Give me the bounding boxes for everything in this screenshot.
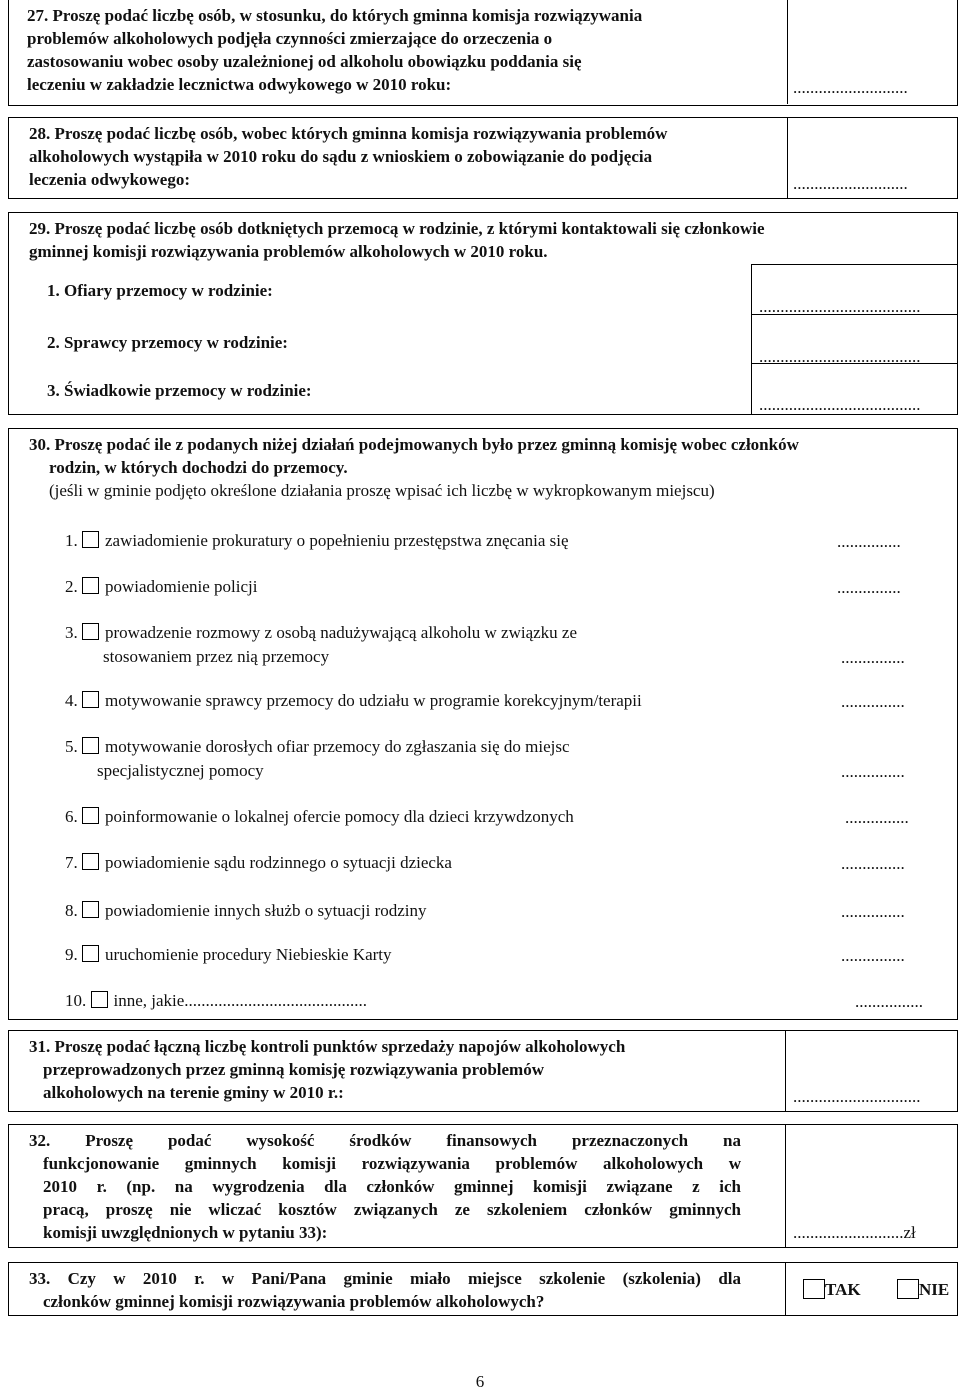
question-32-text: 32. Proszę podać wysokość środków finansowych przeznaczonych na funkcjonowanie gminnych komisji rozwiązywania problemów alkoholowych w 2010 r. (np. na wygrodzenia dla członków gminnej komisji związane z ich pracą, proszę nie wliczać kosztów związanych ze szkoleniem członków gminnych komisji uwzględnionych w pytaniu 33):	[29, 1131, 741, 1242]
question-29-item-1-answer[interactable]: ......................................	[759, 297, 921, 316]
q30-option-7-checkbox[interactable]	[82, 853, 99, 870]
q30-option-5: 5. motywowanie dorosłych ofiar przemocy do zgłaszania się do miejsc	[65, 737, 570, 756]
page-number: 6	[475, 1372, 485, 1391]
q30-option-9-checkbox[interactable]	[82, 945, 99, 962]
q30-option-9: 9. uruchomienie procedury Niebieskie Karty	[65, 945, 392, 964]
question-27-row	[8, 0, 958, 106]
q30-option-5-answer[interactable]: ...............	[841, 762, 905, 781]
q30-option-6-answer[interactable]: ...............	[845, 808, 909, 827]
question-30-text: 30. Proszę podać ile z podanych niżej działań podejmowanych było przez gminną komisję wobec członków rodzin, w których dochodzi do przemocy. (jeśli w gminie podjęto określone działania proszę wpisać ich liczbę w wykropkowanym miejscu)	[29, 435, 799, 500]
question-30-row	[8, 428, 958, 1020]
q30-option-2: 2. powiadomienie policji	[65, 577, 258, 596]
q30-option-3-line-2: stosowaniem przez nią przemocy	[103, 647, 330, 666]
question-29-row	[8, 212, 958, 415]
question-27-answer[interactable]: ...........................	[793, 78, 908, 97]
question-30-note: (jeśli w gminie podjęto określone działania proszę wpisać ich liczbę w wykropkowanym miejscu)	[49, 481, 715, 500]
question-33-yes-checkbox[interactable]	[803, 1279, 825, 1299]
q30-option-4: 4. motywowanie sprawcy przemocy do udziału w programie korekcyjnym/terapii	[65, 691, 642, 710]
question-31-answer[interactable]: ..............................	[793, 1087, 921, 1106]
q30-option-2-checkbox[interactable]	[82, 577, 99, 594]
question-33-no-checkbox[interactable]	[897, 1279, 919, 1299]
question-31-text: 31. Proszę podać łączną liczbę kontroli punktów sprzedaży napojów alkoholowych przeprowadzonych przez gminną komisję rozwiązywania problemów alkoholowych na terenie gminy w 2010 r.:	[29, 1037, 626, 1102]
question-29-item-3-answer[interactable]: ......................................	[759, 395, 921, 414]
question-28-text: 28. Proszę podać liczbę osób, wobec których gminna komisja rozwiązywania problemów alkoholowych wystąpiła w 2010 roku do sądu z wnioskiem o zobowiązanie do podjęcia leczenia odwykowego:	[29, 124, 668, 189]
q30-option-1-answer[interactable]: ...............	[837, 532, 901, 551]
q30-option-9-answer[interactable]: ...............	[841, 946, 905, 965]
q30-option-10-answer[interactable]: ................	[855, 992, 923, 1011]
question-33-no-option: NIE	[897, 1279, 949, 1301]
q30-option-8-answer[interactable]: ...............	[841, 902, 905, 921]
question-32-answer[interactable]: ..........................zł	[793, 1223, 916, 1242]
question-29-item-2-label: 2. Sprawcy przemocy w rodzinie:	[47, 333, 288, 352]
question-29-item-2-answer[interactable]: ......................................	[759, 347, 921, 366]
question-33-text: 33. Czy w 2010 r. w Pani/Pana gminie miało miejsce szkolenie (szkolenia) dla członków gminnej komisji rozwiązywania problemów alkoholowych?	[29, 1269, 741, 1311]
q30-option-3: 3. prowadzenie rozmowy z osobą nadużywającą alkoholu w związku ze	[65, 623, 578, 642]
q30-option-3-answer[interactable]: ...............	[841, 648, 905, 667]
question-29-item-1-label: 1. Ofiary przemocy w rodzinie:	[47, 281, 273, 300]
q30-option-6-checkbox[interactable]	[82, 807, 99, 824]
q30-option-2-answer[interactable]: ...............	[837, 578, 901, 597]
q30-option-8: 8. powiadomienie innych służb o sytuacji rodziny	[65, 901, 427, 920]
question-27-text: 27. Proszę podać liczbę osób, w stosunku, do których gminna komisja rozwiązywania problemów alkoholowych podjęła czynności zmierzające do orzeczenia o zastosowaniu wobec osoby uzależnionej od alkoholu obowiązku poddania się leczeniu w zakładzie lecznictwa odwykowego w 2010 roku:	[27, 6, 643, 94]
q30-option-10-checkbox[interactable]	[91, 991, 108, 1008]
q30-option-5-line-2: specjalistycznej pomocy	[97, 761, 264, 780]
question-32-row	[8, 1124, 958, 1248]
q30-option-6: 6. poinformowanie o lokalnej ofercie pomocy dla dzieci krzywdzonych	[65, 807, 574, 826]
q30-option-7-answer[interactable]: ...............	[841, 854, 905, 873]
q30-option-7: 7. powiadomienie sądu rodzinnego o sytuacji dziecka	[65, 853, 452, 872]
question-28-row	[8, 117, 958, 199]
q30-option-5-checkbox[interactable]	[82, 737, 99, 754]
question-28-answer[interactable]: ...........................	[793, 174, 908, 193]
question-33-row	[8, 1262, 958, 1316]
q30-option-8-checkbox[interactable]	[82, 901, 99, 918]
q30-option-4-answer[interactable]: ...............	[841, 692, 905, 711]
question-29-item-3-label: 3. Świadkowie przemocy w rodzinie:	[47, 381, 312, 400]
q30-option-4-checkbox[interactable]	[82, 691, 99, 708]
q30-option-3-checkbox[interactable]	[82, 623, 99, 640]
q30-option-1-checkbox[interactable]	[82, 531, 99, 548]
q30-option-1: 1. zawiadomienie prokuratury o popełnieniu przestępstwa znęcania się	[65, 531, 569, 550]
question-33-yes-option: TAK	[803, 1279, 861, 1301]
question-29-text: 29. Proszę podać liczbę osób dotkniętych przemocą w rodzinie, z którymi kontaktowali się członkowie gminnej komisji rozwiązywania problemów alkoholowych w 2010 roku.	[29, 219, 765, 261]
q30-option-10: 10. inne, jakie...........................................	[65, 991, 368, 1010]
question-31-row	[8, 1030, 958, 1112]
